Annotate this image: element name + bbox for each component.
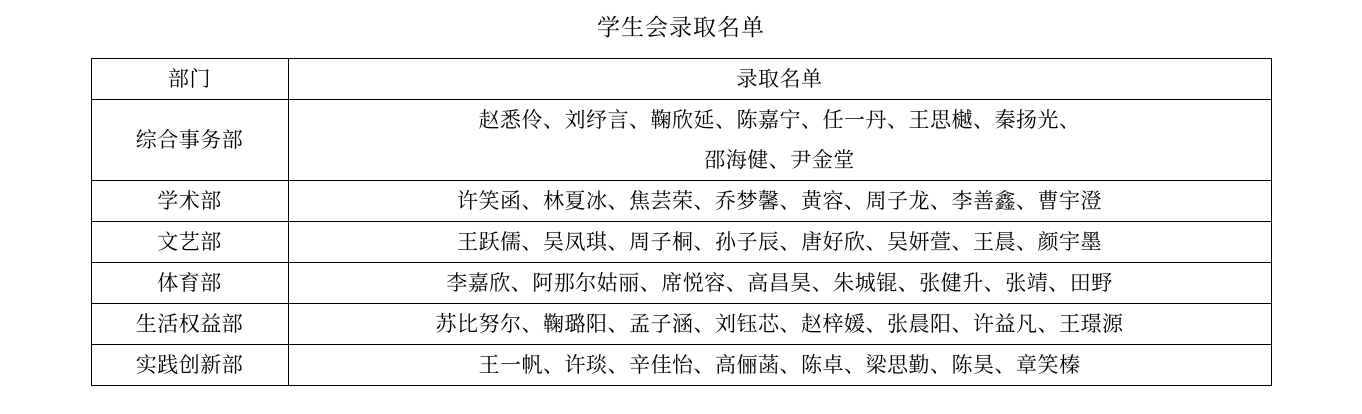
roster-cell: 王跃儒、吴凤琪、周子桐、孙子辰、唐好欣、吴妍萱、王晨、颜宇墨 <box>288 222 1271 263</box>
table-row <box>91 345 1271 386</box>
roster-cell: 苏比努尔、鞠璐阳、孟子涵、刘钰芯、赵梓媛、张晨阳、许益凡、王璟源 <box>288 304 1271 345</box>
department-cell: 实践创新部 <box>91 345 288 386</box>
column-header-department: 部门 <box>91 59 288 100</box>
table-row <box>91 304 1271 345</box>
table-row <box>91 181 1271 222</box>
roster-cell: 赵悉伶、刘纾言、鞠欣延、陈嘉宁、任一丹、王思樾、秦扬光、 邵海健、尹金堂 <box>288 100 1271 181</box>
table-row <box>91 222 1271 263</box>
column-header-roster: 录取名单 <box>288 59 1271 100</box>
department-cell: 生活权益部 <box>91 304 288 345</box>
table-row <box>91 263 1271 304</box>
department-cell: 综合事务部 <box>91 100 288 181</box>
roster-cell: 李嘉欣、阿那尔姑丽、席悦容、高昌昊、朱城锟、张健升、张靖、田野 <box>288 263 1271 304</box>
page-title: 学生会录取名单 <box>597 15 765 40</box>
department-cell: 学术部 <box>91 181 288 222</box>
department-cell: 文艺部 <box>91 222 288 263</box>
roster-cell: 许笑函、林夏冰、焦芸荣、乔梦馨、黄容、周子龙、李善鑫、曹宇澄 <box>288 181 1271 222</box>
department-cell: 体育部 <box>91 263 288 304</box>
table-header-row <box>91 59 1271 100</box>
roster-cell: 王一帆、许琰、辛佳怡、高俪菡、陈卓、梁思勤、陈昊、章笑榛 <box>288 345 1271 386</box>
table-row <box>91 100 1271 181</box>
admission-table <box>91 58 1272 386</box>
